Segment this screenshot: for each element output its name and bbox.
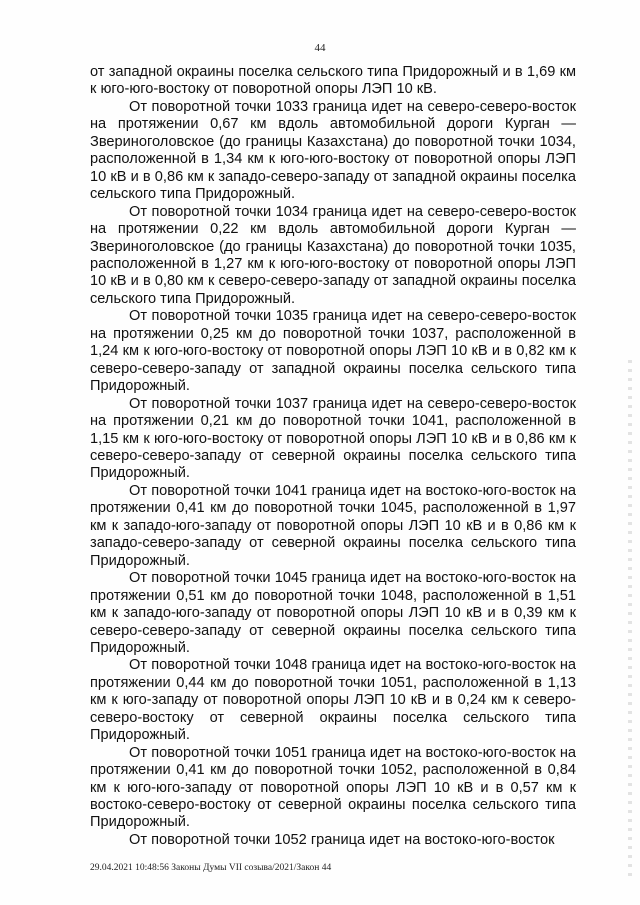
paragraph-point-1051: От поворотной точки 1051 граница идет на востоко-юго-восток на протяжении 0,41 км до поворотной точки 1052, расположенной в 0,84 км к юго-юго-западу от поворотной опоры ЛЭП 10 кВ и в 0,57 км к востоко-северо-востоку от северной окраины поселка сельского типа Придорожный. (90, 744, 576, 831)
page-number: 44 (314, 42, 326, 54)
document-footer: 29.04.2021 10:48:56 Законы Думы VII созыва/2021/Закон 44 (90, 863, 332, 873)
paragraph-point-1034: От поворотной точки 1034 граница идет на северо-северо-восток на протяжении 0,22 км вдоль автомобильной дороги Курган — Звериноголовское (до границы Казахстана) до поворотной точки 1035, расположенной в 1,27 км к юго-юго-востоку от поворотной опоры ЛЭП 10 кВ и в 0,80 км к северо-северо-западу от западной окраины поселка сельского типа Придорожный. (90, 203, 576, 307)
paragraph-point-1052: От поворотной точки 1052 граница идет на востоко-юго-восток (129, 831, 555, 848)
paragraph-point-1041: От поворотной точки 1041 граница идет на востоко-юго-восток на протяжении 0,41 км до поворотной точки 1045, расположенной в 1,97 км к западо-юго-западу от поворотной опоры ЛЭП 10 кВ и в 0,86 км к западо-северо-западу от северной окраины поселка сельского типа Придорожный. (90, 482, 576, 569)
margin-stamp-mark (628, 360, 632, 880)
paragraph-point-1048: От поворотной точки 1048 граница идет на востоко-юго-восток на протяжении 0,44 км до поворотной точки 1051, расположенной в 1,13 км к юго-западу от поворотной опоры ЛЭП 10 кВ и в 0,24 км к северо-северо-востоку от северной окраины поселка сельского типа Придорожный. (90, 657, 576, 744)
paragraph-point-1035: От поворотной точки 1035 граница идет на северо-северо-восток на протяжении 0,25 км до поворотной точки 1037, расположенной в 1,24 км к юго-юго-востоку от поворотной опоры ЛЭП 10 кВ и в 0,82 км к северо-северо-западу от западной окраины поселка сельского типа Придорожный. (90, 308, 576, 395)
paragraph-point-1033: От поворотной точки 1033 граница идет на северо-северо-восток на протяжении 0,67 км вдоль автомобильной дороги Курган — Звериноголовское (до границы Казахстана) до поворотной точки 1034, расположенной в 1,34 км к юго-юго-востоку от поворотной опоры ЛЭП 10 кВ и в 0,86 км к западо-северо-западу от западной окраины поселка сельского типа Придорожный. (90, 98, 576, 203)
paragraph-continuation: от западной окраины поселка сельского типа Придорожный и в 1,69 км к юго-юго-востоку от поворотной опоры ЛЭП 10 кВ. (90, 64, 576, 98)
paragraph-point-1045: От поворотной точки 1045 граница идет на востоко-юго-восток на протяжении 0,51 км до поворотной точки 1048, расположенной в 1,51 км к западо-юго-западу от поворотной опоры ЛЭП 10 кВ и в 0,39 км к северо-северо-западу от северной окраины поселка сельского типа Придорожный. (90, 570, 576, 656)
document-body (90, 64, 576, 849)
paragraph-point-1037: От поворотной точки 1037 граница идет на северо-северо-восток на протяжении 0,21 км до поворотной точки 1041, расположенной в 1,15 км к юго-юго-востоку от поворотной опоры ЛЭП 10 кВ и в 0,86 км к северо-северо-западу от северной окраины поселка сельского типа Придорожный. (90, 395, 576, 482)
